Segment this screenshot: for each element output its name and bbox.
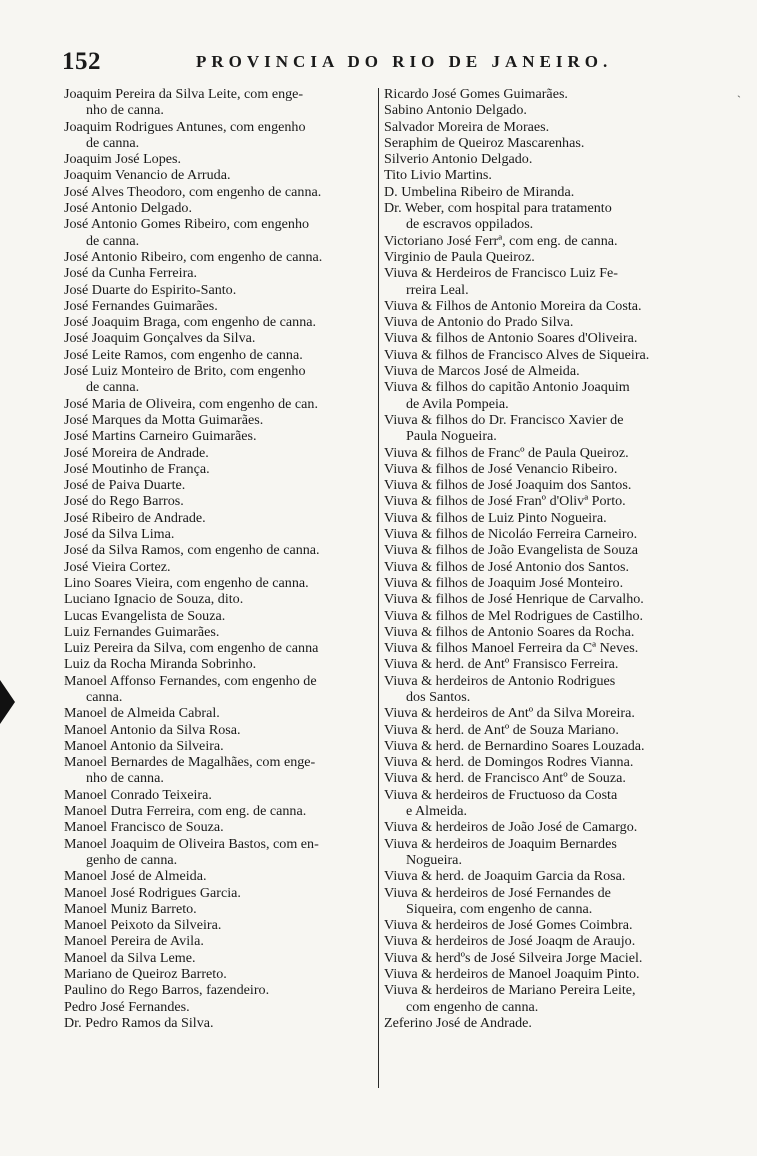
entry-line: José do Rego Barros.: [64, 493, 184, 510]
entry-line: Viuva & filhos do capitão Antonio Joaquim: [384, 379, 630, 396]
directory-entry: [64, 999, 376, 1015]
directory-entry: [64, 298, 376, 314]
entry-line: Viuva & herdeiros de Fructuoso da Costa: [384, 786, 618, 803]
directory-entry: [64, 803, 376, 819]
entry-line: José Martins Carneiro Guimarães.: [64, 428, 257, 445]
directory-entry: [384, 510, 694, 526]
entry-line: Viuva & herdeiros de Antº da Silva Moreira.: [384, 705, 635, 722]
entry-line: Paulino do Rego Barros, fazendeiro.: [64, 982, 270, 999]
entry-line: José Moreira de Andrade.: [64, 444, 209, 461]
entry-line: Viuva & herdeiros de Antonio Rodrigues: [384, 672, 616, 689]
entry-line: José Ribeiro de Andrade.: [64, 509, 206, 526]
directory-entry: [64, 363, 376, 396]
directory-entry: [384, 249, 694, 265]
directory-entry: [64, 819, 376, 835]
directory-entry: [64, 868, 376, 884]
entry-line: José Antonio Gomes Ribeiro, com engenho: [64, 216, 310, 233]
directory-entry: [384, 363, 694, 379]
directory-entry: [64, 184, 376, 200]
entry-line: Manoel Pereira de Avila.: [64, 933, 204, 950]
entry-line: Virginio de Paula Queiroz.: [384, 248, 535, 265]
entry-line: Viuva & herd. de Domingos Rodres Vianna.: [384, 754, 634, 771]
entry-continuation: Paula Nogueira.: [406, 428, 497, 445]
entry-line: José da Silva Ramos, com engenho de canna.: [64, 542, 320, 559]
directory-entry: [64, 738, 376, 754]
directory-entry: [64, 901, 376, 917]
directory-entry: [64, 982, 376, 998]
directory-entry: [384, 754, 694, 770]
directory-entry: [384, 477, 694, 493]
entry-line: Viuva & filhos de Francº de Paula Queiroz.: [384, 444, 629, 461]
entry-line: Sabino Antonio Delgado.: [384, 102, 527, 119]
directory-entry: [64, 885, 376, 901]
entry-line: José da Cunha Ferreira.: [64, 265, 198, 282]
entry-line: Viuva & herdeiros de Manoel Joaquim Pinto.: [384, 966, 640, 983]
entry-line: José Leite Ramos, com engenho de canna.: [64, 346, 303, 363]
directory-entry: [384, 608, 694, 624]
directory-entry: [64, 249, 376, 265]
directory-entry: [64, 575, 376, 591]
entry-line: Manoel Bernardes de Magalhães, com enge-: [64, 754, 316, 771]
entry-line: Lucas Evangelista de Souza.: [64, 607, 226, 624]
directory-entry: [64, 754, 376, 787]
directory-entry: [64, 119, 376, 152]
directory-entry: [384, 982, 694, 1015]
directory-entry: [64, 705, 376, 721]
directory-entry: [384, 298, 694, 314]
entry-line: Viuva & herdeiros de Mariano Pereira Leite,: [384, 982, 636, 999]
directory-entry: [64, 314, 376, 330]
entry-line: Viuva & filhos de Mel Rodrigues de Castilho.: [384, 607, 644, 624]
directory-entry: [384, 591, 694, 607]
directory-entry: [384, 200, 694, 233]
directory-entry: [384, 119, 694, 135]
entry-line: Joaquim Rodrigues Antunes, com engenho: [64, 118, 306, 135]
directory-entry: [64, 917, 376, 933]
entry-line: Ricardo José Gomes Guimarães.: [384, 86, 568, 102]
entry-line: José da Silva Lima.: [64, 526, 175, 543]
entry-line: Manoel Antonio da Silva Rosa.: [64, 721, 241, 738]
directory-entry: [384, 819, 694, 835]
directory-entry: [384, 673, 694, 706]
directory-entry: [64, 493, 376, 509]
entry-line: José Marques da Motta Guimarães.: [64, 411, 264, 428]
entry-line: Viuva & herdeiros de João José de Camargo.: [384, 819, 638, 836]
directory-entry: [64, 265, 376, 281]
entry-line: Manoel Joaquim de Oliveira Bastos, com en-: [64, 835, 319, 852]
directory-entry: [384, 966, 694, 982]
entry-line: Viuva & filhos de José Franº d'Olivª Porto.: [384, 493, 626, 510]
entry-line: Luiz Fernandes Guimarães.: [64, 623, 220, 640]
entry-line: Viuva & herd. de Francisco Antº de Souza.: [384, 770, 626, 787]
entry-line: Manoel Francisco de Souza.: [64, 819, 224, 836]
entry-line: José Duarte do Espirito-Santo.: [64, 281, 237, 298]
entry-line: Dr. Weber, com hospital para tratamento: [384, 200, 612, 217]
directory-entry: [384, 314, 694, 330]
directory-entry: [64, 933, 376, 949]
directory-entry: [384, 167, 694, 183]
entry-line: Joaquim Pereira da Silva Leite, com enge-: [64, 86, 304, 102]
entry-continuation: Siqueira, com engenho de canna.: [406, 900, 593, 917]
directory-entry: [384, 379, 694, 412]
directory-entry: [384, 135, 694, 151]
entry-continuation: rreira Leal.: [406, 281, 469, 298]
entry-line: Viuva & filhos de José Henrique de Carvalho.: [384, 591, 644, 608]
directory-entry: [384, 493, 694, 509]
entry-continuation: de canna.: [86, 232, 140, 249]
directory-entry: [384, 917, 694, 933]
entry-line: Viuva & filhos de Joaquim José Monteiro.: [384, 574, 624, 591]
entry-line: Viuva & filhos de José Venancio Ribeiro.: [384, 460, 618, 477]
entry-line: Tito Livio Martins.: [384, 167, 492, 184]
directory-entry: [64, 624, 376, 640]
entry-line: Manoel José de Almeida.: [64, 868, 207, 885]
directory-entry: [384, 624, 694, 640]
directory-entry: [64, 396, 376, 412]
entry-line: Mariano de Queiroz Barreto.: [64, 966, 227, 983]
entry-line: Manoel de Almeida Cabral.: [64, 705, 220, 722]
directory-entry: [64, 1015, 376, 1031]
directory-entry: [64, 200, 376, 216]
entry-line: Silverio Antonio Delgado.: [384, 151, 533, 168]
page-number: 152: [62, 48, 101, 75]
entry-line: Viuva & filhos de Luiz Pinto Nogueira.: [384, 509, 607, 526]
entry-line: José Alves Theodoro, com engenho de canna.: [64, 183, 322, 200]
entry-line: Viuva & filhos de Francisco Alves de Siqueira.: [384, 346, 650, 363]
entry-continuation: nho de canna.: [86, 770, 164, 787]
directory-entry: [384, 559, 694, 575]
directory-entry: [64, 477, 376, 493]
directory-entry: [384, 542, 694, 558]
directory-entry: [64, 347, 376, 363]
entry-line: Viuva & herdeiros de José Gomes Coimbra.: [384, 917, 633, 934]
directory-entry: [384, 184, 694, 200]
entry-line: José de Paiva Duarte.: [64, 477, 186, 494]
entry-continuation: dos Santos.: [406, 688, 471, 705]
directory-entry: [384, 738, 694, 754]
entry-line: Viuva & herd. de Joaquim Garcia da Rosa.: [384, 868, 626, 885]
directory-entry: [384, 461, 694, 477]
entry-line: Viuva & filhos de José Joaquim dos Santos.: [384, 477, 632, 494]
entry-line: Luiz Pereira da Silva, com engenho de canna: [64, 640, 319, 657]
directory-entry: [64, 591, 376, 607]
speck-icon: ˏ: [737, 84, 741, 98]
directory-entry: [64, 640, 376, 656]
entry-line: José Moutinho de França.: [64, 460, 210, 477]
directory-entry: [384, 885, 694, 918]
directory-entry: [64, 445, 376, 461]
directory-entry: [384, 868, 694, 884]
directory-entry: [384, 950, 694, 966]
triangle-pointer-icon: [0, 680, 15, 724]
left-column: [64, 86, 376, 1031]
entry-line: Viuva & filhos de Nicoláo Ferreira Carneiro.: [384, 526, 638, 543]
entry-line: José Maria de Oliveira, com engenho de can.: [64, 395, 318, 412]
directory-entry: [384, 787, 694, 820]
entry-line: Joaquim Venancio de Arruda.: [64, 167, 231, 184]
entry-line: Manoel Peixoto da Silveira.: [64, 917, 222, 934]
entry-line: Lino Soares Vieira, com engenho de canna.: [64, 574, 309, 591]
directory-entry: [64, 282, 376, 298]
directory-entry: [64, 330, 376, 346]
entry-continuation: de canna.: [86, 134, 140, 151]
entry-line: Viuva & filhos de João Evangelista de Souza: [384, 542, 638, 559]
entry-continuation: de Avila Pompeia.: [406, 395, 509, 412]
entry-line: Viuva & herd. de Antº Fransisco Ferreira.: [384, 656, 619, 673]
directory-entry: [384, 575, 694, 591]
entry-continuation: canna.: [86, 688, 123, 705]
directory-entry: [64, 428, 376, 444]
entry-line: Manoel Affonso Fernandes, com engenho de: [64, 672, 317, 689]
entry-line: Salvador Moreira de Moraes.: [384, 118, 550, 135]
directory-entry: [384, 722, 694, 738]
entry-line: Viuva & herd. de Antº de Souza Mariano.: [384, 721, 619, 738]
entry-line: Viuva & Filhos de Antonio Moreira da Costa.: [384, 297, 642, 314]
entry-line: Viuva & herd. de Bernardino Soares Louzada.: [384, 737, 645, 754]
entry-line: Viuva & herdeiros de Joaquim Bernardes: [384, 835, 617, 852]
directory-entry: [384, 933, 694, 949]
directory-entry: [64, 216, 376, 249]
entry-line: José Vieira Cortez.: [64, 558, 171, 575]
directory-entry: [384, 770, 694, 786]
entry-line: Viuva & herdeiros de José Joaqm de Araujo.: [384, 933, 636, 950]
directory-entry: [384, 233, 694, 249]
entry-line: Viuva & filhos de Antonio Soares da Rocha.: [384, 623, 635, 640]
column-divider: [378, 88, 379, 1088]
directory-entry: [64, 966, 376, 982]
directory-entry: [384, 330, 694, 346]
entry-line: Pedro José Fernandes.: [64, 998, 190, 1015]
directory-entry: [64, 526, 376, 542]
directory-entry: [384, 151, 694, 167]
directory-entry: [384, 265, 694, 298]
directory-entry: [64, 950, 376, 966]
entry-line: Manoel Muniz Barreto.: [64, 900, 197, 917]
directory-entry: [64, 559, 376, 575]
entry-continuation: nho de canna.: [86, 102, 164, 119]
entry-line: Viuva & herdeiros de José Fernandes de: [384, 884, 611, 901]
entry-line: Viuva & Herdeiros de Francisco Luiz Fe-: [384, 265, 618, 282]
entry-line: Luciano Ignacio de Souza, dito.: [64, 591, 244, 608]
entry-continuation: genho de canna.: [86, 851, 178, 868]
entry-continuation: com engenho de canna.: [406, 998, 539, 1015]
directory-entry: [64, 461, 376, 477]
entry-line: Viuva & herdºs de José Silveira Jorge Maciel.: [384, 949, 643, 966]
entry-continuation: de escravos oppilados.: [406, 216, 534, 233]
directory-entry: [384, 86, 694, 102]
entry-continuation: Nogueira.: [406, 851, 462, 868]
entry-line: Luiz da Rocha Miranda Sobrinho.: [64, 656, 257, 673]
directory-entry: [64, 608, 376, 624]
entry-line: Joaquim José Lopes.: [64, 151, 182, 168]
entry-line: José Antonio Delgado.: [64, 200, 193, 217]
entry-line: Manoel da Silva Leme.: [64, 949, 196, 966]
entry-line: Viuva & filhos de Antonio Soares d'Oliveira.: [384, 330, 638, 347]
directory-entry: [64, 542, 376, 558]
entry-line: Viuva & filhos do Dr. Francisco Xavier de: [384, 411, 624, 428]
entry-line: José Antonio Ribeiro, com engenho de canna.: [64, 248, 323, 265]
entry-continuation: de canna.: [86, 379, 140, 396]
entry-line: José Joaquim Braga, com engenho de canna.: [64, 314, 317, 331]
directory-entry: [64, 86, 376, 119]
directory-entry: [64, 787, 376, 803]
entry-line: José Luiz Monteiro de Brito, com engenho: [64, 363, 306, 380]
directory-entry: [64, 656, 376, 672]
directory-entry: [384, 836, 694, 869]
directory-entry: [64, 167, 376, 183]
directory-entry: [64, 412, 376, 428]
directory-entry: [384, 1015, 694, 1031]
directory-entry: [384, 445, 694, 461]
right-column: [384, 86, 694, 1031]
directory-entry: [384, 705, 694, 721]
entry-line: Viuva & filhos Manoel Ferreira da Cª Neves.: [384, 640, 639, 657]
directory-entry: [384, 526, 694, 542]
entry-line: D. Umbelina Ribeiro de Miranda.: [384, 183, 575, 200]
directory-entry: [64, 836, 376, 869]
entry-line: José Fernandes Guimarães.: [64, 297, 218, 314]
page-title: PROVINCIA DO RIO DE JANEIRO.: [196, 52, 613, 71]
entry-line: José Joaquim Gonçalves da Silva.: [64, 330, 256, 347]
entry-line: Manoel Conrado Teixeira.: [64, 786, 212, 803]
directory-entry: [384, 347, 694, 363]
entry-line: Viuva de Antonio do Prado Silva.: [384, 314, 574, 331]
directory-entry: [384, 102, 694, 118]
entry-line: Dr. Pedro Ramos da Silva.: [64, 1014, 214, 1031]
directory-entry: [384, 412, 694, 445]
directory-entry: [384, 640, 694, 656]
entry-line: Viuva de Marcos José de Almeida.: [384, 363, 580, 380]
entry-line: Manoel José Rodrigues Garcia.: [64, 884, 241, 901]
directory-entry: [384, 656, 694, 672]
directory-entry: [64, 151, 376, 167]
directory-entry: [64, 510, 376, 526]
entry-line: Manoel Dutra Ferreira, com eng. de canna.: [64, 803, 307, 820]
directory-entry: [64, 722, 376, 738]
entry-line: Viuva & filhos de José Antonio dos Santos.: [384, 558, 630, 575]
entry-line: Victoriano José Ferrª, com eng. de canna.: [384, 232, 618, 249]
entry-line: Manoel Antonio da Silveira.: [64, 737, 224, 754]
directory-entry: [64, 673, 376, 706]
entry-continuation: e Almeida.: [406, 803, 468, 820]
entry-line: Zeferino José de Andrade.: [384, 1014, 532, 1031]
entry-line: Seraphim de Queiroz Mascarenhas.: [384, 134, 585, 151]
